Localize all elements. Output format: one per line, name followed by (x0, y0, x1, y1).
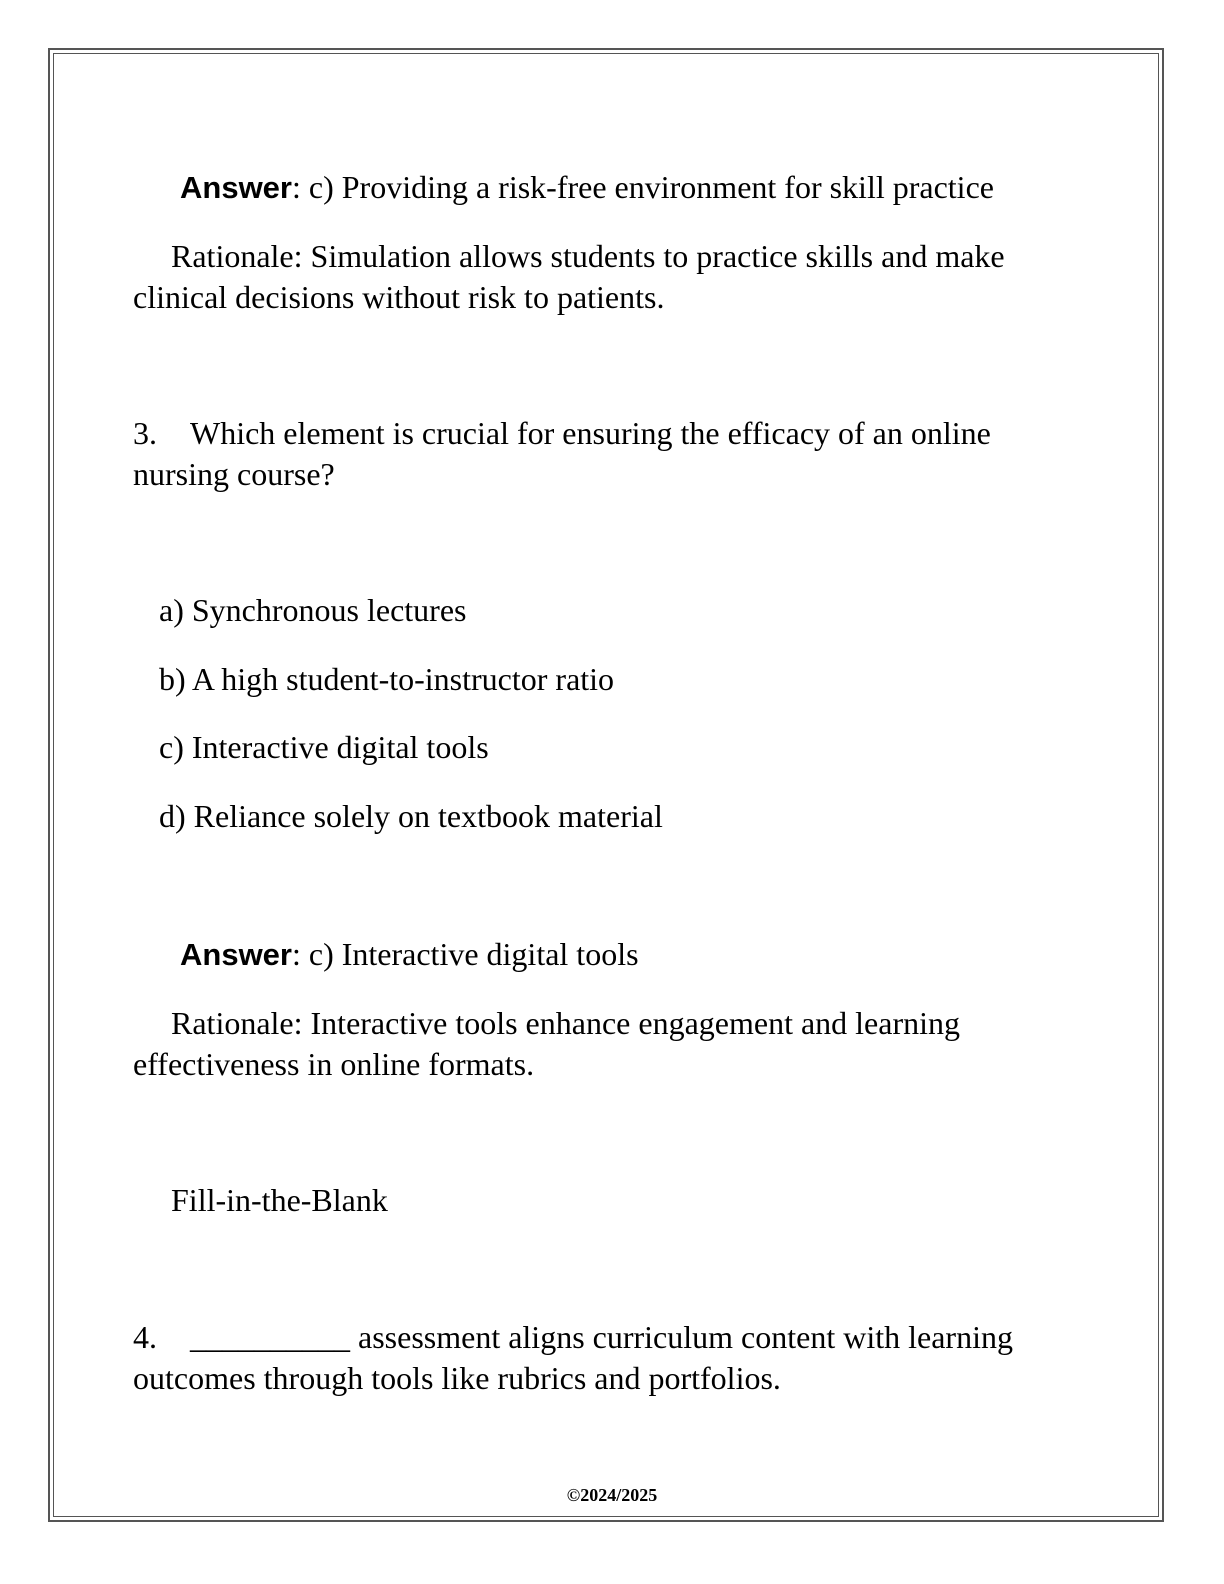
question-text: Which element is crucial for ensuring the efficacy of an online nursing course? (133, 415, 991, 492)
answer-text: c) Interactive digital tools (300, 936, 639, 972)
question-text: __________ assessment aligns curriculum content with learning outcomes through tools like rubrics and portfolios. (133, 1319, 1013, 1396)
question-4 (133, 1317, 1093, 1399)
option-c: c) Interactive digital tools (159, 729, 489, 765)
option-b: b) A high student-to-instructor ratio (159, 661, 615, 697)
answer-line-3 (180, 934, 639, 975)
option-d: d) Reliance solely on textbook material (159, 798, 663, 834)
rationale-3: Rationale: Interactive tools enhance engagement and learning effectiveness in online formats. (133, 1005, 960, 1082)
answer-line-1 (180, 167, 994, 208)
answer-text: c) Providing a risk-free environment for skill practice (300, 169, 994, 205)
answer-separator: : (291, 936, 301, 972)
question-number: 3. (133, 415, 157, 451)
question-number: 4. (133, 1319, 157, 1355)
copyright-footer: ©2024/2025 (566, 1485, 658, 1505)
option-a: a) Synchronous lectures (159, 592, 467, 628)
answer-separator: : (291, 169, 301, 205)
answer-label: Answer (180, 170, 292, 205)
section-heading: Fill-in-the-Blank (171, 1182, 388, 1218)
rationale-1: Rationale: Simulation allows students to practice skills and make clinical decisions without risk to patients. (133, 238, 1005, 315)
question-3 (133, 413, 1093, 495)
answer-label: Answer (180, 937, 292, 972)
